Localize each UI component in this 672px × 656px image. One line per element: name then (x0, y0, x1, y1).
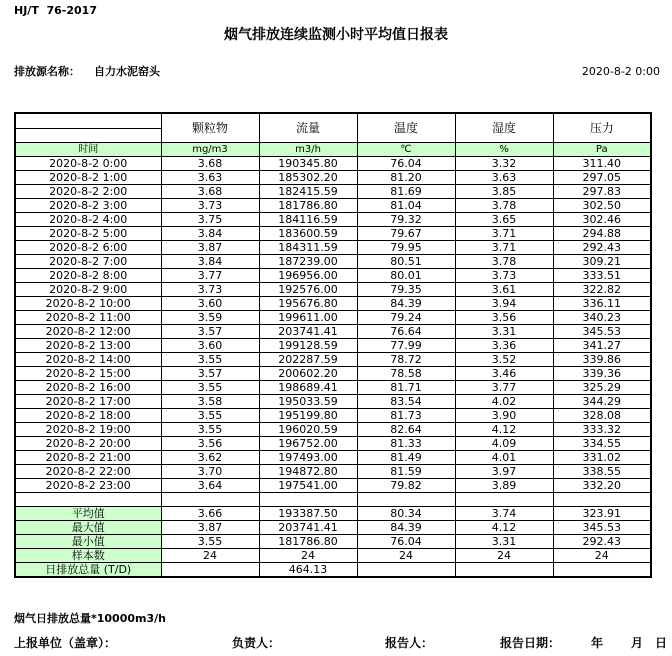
value-cell: 81.04 (357, 199, 455, 213)
summary-value-cell: 193387.50 (259, 507, 357, 521)
table-row (15, 185, 651, 199)
table-row (15, 451, 651, 465)
value-cell: 81.49 (357, 451, 455, 465)
value-cell: 3.68 (161, 157, 259, 171)
value-cell: 76.64 (357, 325, 455, 339)
day-label: 日 (655, 636, 668, 650)
table-row (15, 171, 651, 185)
time-cell: 2020-8-2 14:00 (15, 353, 161, 367)
summary-value-cell: 203741.41 (259, 521, 357, 535)
time-cell: 2020-8-2 4:00 (15, 213, 161, 227)
value-cell: 3.55 (161, 423, 259, 437)
value-cell: 294.88 (553, 227, 651, 241)
table-row (15, 255, 651, 269)
value-cell: 3.63 (455, 171, 553, 185)
time-cell: 2020-8-2 12:00 (15, 325, 161, 339)
time-cell: 2020-8-2 19:00 (15, 423, 161, 437)
time-cell: 2020-8-2 3:00 (15, 199, 161, 213)
value-cell: 194872.80 (259, 465, 357, 479)
value-cell: 196956.00 (259, 269, 357, 283)
value-cell: 3.62 (161, 451, 259, 465)
time-cell: 2020-8-2 22:00 (15, 465, 161, 479)
summary-value-cell: 323.91 (553, 507, 651, 521)
value-cell: 3.89 (455, 479, 553, 493)
value-cell: 339.36 (553, 367, 651, 381)
empty-cell (357, 493, 455, 507)
summary-value-cell: 3.87 (161, 521, 259, 535)
value-cell: 196020.59 (259, 423, 357, 437)
time-cell: 2020-8-2 1:00 (15, 171, 161, 185)
value-cell: 3.57 (161, 325, 259, 339)
value-cell: 79.32 (357, 213, 455, 227)
year-label: 年 (591, 636, 604, 650)
value-cell: 195033.59 (259, 395, 357, 409)
value-cell: 3.73 (455, 269, 553, 283)
value-cell: 199128.59 (259, 339, 357, 353)
value-cell: 80.51 (357, 255, 455, 269)
summary-value-cell: 76.04 (357, 535, 455, 549)
value-cell: 322.82 (553, 283, 651, 297)
value-cell: 3.73 (161, 199, 259, 213)
summary-value-cell: 3.55 (161, 535, 259, 549)
value-cell: 81.59 (357, 465, 455, 479)
time-cell: 2020-8-2 11:00 (15, 311, 161, 325)
value-cell: 84.39 (357, 297, 455, 311)
summary-row (15, 563, 651, 578)
summary-value-cell: 292.43 (553, 535, 651, 549)
value-cell: 195676.80 (259, 297, 357, 311)
value-cell: 3.75 (161, 213, 259, 227)
value-cell: 344.29 (553, 395, 651, 409)
value-cell: 187239.00 (259, 255, 357, 269)
monitoring-table (14, 112, 652, 578)
value-cell: 197541.00 (259, 479, 357, 493)
units-row (15, 143, 651, 157)
value-cell: 3.60 (161, 297, 259, 311)
time-cell: 2020-8-2 20:00 (15, 437, 161, 451)
report-datetime: 2020-8-2 0:00 (581, 65, 660, 78)
value-cell: 78.58 (357, 367, 455, 381)
value-cell: 3.65 (455, 213, 553, 227)
summary-row (15, 549, 651, 563)
spacer-row (15, 493, 651, 507)
value-cell: 200602.20 (259, 367, 357, 381)
column-header-temp: 温度 (357, 113, 455, 143)
time-cell: 2020-8-2 9:00 (15, 283, 161, 297)
value-cell: 302.46 (553, 213, 651, 227)
empty-cell (553, 493, 651, 507)
value-cell: 79.95 (357, 241, 455, 255)
summary-value-cell: 84.39 (357, 521, 455, 535)
corner-cell-top (15, 113, 161, 128)
value-cell: 3.58 (161, 395, 259, 409)
value-cell: 333.51 (553, 269, 651, 283)
column-header-pressure: 压力 (553, 113, 651, 143)
value-cell: 3.56 (455, 311, 553, 325)
table-row (15, 423, 651, 437)
summary-label-cell: 最小值 (15, 535, 161, 549)
time-cell: 2020-8-2 7:00 (15, 255, 161, 269)
month-label: 月 (631, 636, 644, 650)
time-cell: 2020-8-2 10:00 (15, 297, 161, 311)
value-cell: 3.77 (161, 269, 259, 283)
value-cell: 3.87 (161, 241, 259, 255)
time-cell: 2020-8-2 13:00 (15, 339, 161, 353)
table-row (15, 227, 651, 241)
value-cell: 3.46 (455, 367, 553, 381)
summary-value-cell: 464.13 (259, 563, 357, 578)
value-cell: 3.71 (455, 241, 553, 255)
value-cell: 3.71 (455, 227, 553, 241)
summary-value-cell: 4.12 (455, 521, 553, 535)
value-cell: 76.04 (357, 157, 455, 171)
value-cell: 185302.20 (259, 171, 357, 185)
value-cell: 3.59 (161, 311, 259, 325)
summary-value-cell: 24 (455, 549, 553, 563)
signature-row (14, 634, 672, 650)
source-name: 自力水泥窑头 (94, 65, 160, 78)
time-cell: 2020-8-2 17:00 (15, 395, 161, 409)
value-cell: 4.09 (455, 437, 553, 451)
unit-cell-pressure: Pa (553, 143, 651, 157)
summary-value-cell (357, 563, 455, 578)
value-cell: 328.08 (553, 409, 651, 423)
report-date-label: 报告日期： (500, 636, 561, 650)
table-row (15, 395, 651, 409)
report-title: 烟气排放连续监测小时平均值日报表 (224, 27, 448, 43)
table-row (15, 367, 651, 381)
value-cell: 309.21 (553, 255, 651, 269)
value-cell: 302.50 (553, 199, 651, 213)
value-cell: 202287.59 (259, 353, 357, 367)
table-row (15, 269, 651, 283)
unit-cell-flow: m3/h (259, 143, 357, 157)
value-cell: 81.69 (357, 185, 455, 199)
table-row (15, 283, 651, 297)
summary-label-cell: 最大值 (15, 521, 161, 535)
value-cell: 81.33 (357, 437, 455, 451)
time-cell: 2020-8-2 8:00 (15, 269, 161, 283)
responsible-label: 负责人： (232, 636, 281, 650)
value-cell: 184116.59 (259, 213, 357, 227)
source-label: 排放源名称： (14, 65, 80, 78)
summary-value-cell (161, 563, 259, 578)
value-cell: 79.67 (357, 227, 455, 241)
time-header-cell: 时间 (15, 143, 161, 157)
value-cell: 3.64 (161, 479, 259, 493)
time-cell: 2020-8-2 2:00 (15, 185, 161, 199)
value-cell: 3.52 (455, 353, 553, 367)
table-row (15, 297, 651, 311)
value-cell: 345.53 (553, 325, 651, 339)
unit-cell-pm: mg/m3 (161, 143, 259, 157)
value-cell: 3.85 (455, 185, 553, 199)
value-cell: 331.02 (553, 451, 651, 465)
value-cell: 182415.59 (259, 185, 357, 199)
table-row (15, 311, 651, 325)
time-cell: 2020-8-2 0:00 (15, 157, 161, 171)
value-cell: 333.32 (553, 423, 651, 437)
summary-value-cell: 24 (259, 549, 357, 563)
summary-value-cell (455, 563, 553, 578)
table-row (15, 339, 651, 353)
value-cell: 192576.00 (259, 283, 357, 297)
value-cell: 3.55 (161, 381, 259, 395)
value-cell: 79.35 (357, 283, 455, 297)
value-cell: 332.20 (553, 479, 651, 493)
time-cell: 2020-8-2 6:00 (15, 241, 161, 255)
value-cell: 81.73 (357, 409, 455, 423)
value-cell: 339.86 (553, 353, 651, 367)
value-cell: 79.24 (357, 311, 455, 325)
empty-cell (259, 493, 357, 507)
value-cell: 80.01 (357, 269, 455, 283)
value-cell: 311.40 (553, 157, 651, 171)
empty-cell (161, 493, 259, 507)
value-cell: 4.02 (455, 395, 553, 409)
time-cell: 2020-8-2 16:00 (15, 381, 161, 395)
time-cell: 2020-8-2 15:00 (15, 367, 161, 381)
value-cell: 195199.80 (259, 409, 357, 423)
value-cell: 184311.59 (259, 241, 357, 255)
value-cell: 334.55 (553, 437, 651, 451)
value-cell: 3.84 (161, 255, 259, 269)
time-cell: 2020-8-2 5:00 (15, 227, 161, 241)
value-cell: 198689.41 (259, 381, 357, 395)
time-cell: 2020-8-2 21:00 (15, 451, 161, 465)
value-cell: 197493.00 (259, 451, 357, 465)
value-cell: 183600.59 (259, 227, 357, 241)
empty-cell (455, 493, 553, 507)
column-header-flow: 流量 (259, 113, 357, 143)
value-cell: 3.60 (161, 339, 259, 353)
value-cell: 3.68 (161, 185, 259, 199)
value-cell: 3.36 (455, 339, 553, 353)
table-row (15, 465, 651, 479)
header-row-top (15, 113, 651, 128)
summary-label-cell: 样本数 (15, 549, 161, 563)
value-cell: 341.27 (553, 339, 651, 353)
table-row (15, 437, 651, 451)
standard-code: HJ/T 76-2017 (14, 4, 97, 17)
table-row (15, 479, 651, 493)
value-cell: 3.63 (161, 171, 259, 185)
value-cell: 3.57 (161, 367, 259, 381)
reporter-label: 报告人： (385, 636, 434, 650)
value-cell: 3.84 (161, 227, 259, 241)
value-cell: 297.05 (553, 171, 651, 185)
value-cell: 3.32 (455, 157, 553, 171)
value-cell: 196752.00 (259, 437, 357, 451)
unit-cell-temp: ℃ (357, 143, 455, 157)
value-cell: 203741.41 (259, 325, 357, 339)
value-cell: 199611.00 (259, 311, 357, 325)
time-cell: 2020-8-2 23:00 (15, 479, 161, 493)
value-cell: 82.64 (357, 423, 455, 437)
table-row (15, 353, 651, 367)
column-header-humidity: 湿度 (455, 113, 553, 143)
emission-source (14, 63, 160, 79)
value-cell: 3.55 (161, 409, 259, 423)
value-cell: 3.31 (455, 325, 553, 339)
report-unit-label: 上报单位（盖章）： (14, 636, 117, 650)
table-row (15, 409, 651, 423)
summary-row (15, 507, 651, 521)
summary-value-cell (553, 563, 651, 578)
summary-label-cell: 平均值 (15, 507, 161, 521)
value-cell: 325.29 (553, 381, 651, 395)
summary-value-cell: 3.66 (161, 507, 259, 521)
summary-row (15, 521, 651, 535)
table-row (15, 381, 651, 395)
value-cell: 79.82 (357, 479, 455, 493)
time-cell: 2020-8-2 18:00 (15, 409, 161, 423)
value-cell: 3.78 (455, 255, 553, 269)
value-cell: 3.70 (161, 465, 259, 479)
value-cell: 340.23 (553, 311, 651, 325)
value-cell: 81.20 (357, 171, 455, 185)
value-cell: 336.11 (553, 297, 651, 311)
value-cell: 297.83 (553, 185, 651, 199)
table-row (15, 241, 651, 255)
summary-value-cell: 24 (161, 549, 259, 563)
value-cell: 3.77 (455, 381, 553, 395)
value-cell: 3.55 (161, 353, 259, 367)
value-cell: 338.55 (553, 465, 651, 479)
unit-cell-humidity: % (455, 143, 553, 157)
table-row (15, 213, 651, 227)
value-cell: 3.78 (455, 199, 553, 213)
value-cell: 3.94 (455, 297, 553, 311)
table-row (15, 157, 651, 171)
table-row (15, 325, 651, 339)
value-cell: 77.99 (357, 339, 455, 353)
summary-value-cell: 24 (357, 549, 455, 563)
summary-value-cell: 3.31 (455, 535, 553, 549)
summary-row (15, 535, 651, 549)
total-emission-note: 烟气日排放总量*10000m3/h (14, 612, 166, 625)
value-cell: 3.90 (455, 409, 553, 423)
table-row (15, 199, 651, 213)
corner-cell-bottom (15, 128, 161, 143)
value-cell: 3.56 (161, 437, 259, 451)
summary-label-cell: 日排放总量 (T/D) (15, 563, 161, 578)
column-header-pm: 颗粒物 (161, 113, 259, 143)
value-cell: 81.71 (357, 381, 455, 395)
value-cell: 3.97 (455, 465, 553, 479)
value-cell: 4.12 (455, 423, 553, 437)
summary-value-cell: 345.53 (553, 521, 651, 535)
summary-value-cell: 3.74 (455, 507, 553, 521)
value-cell: 3.61 (455, 283, 553, 297)
summary-value-cell: 24 (553, 549, 651, 563)
value-cell: 4.01 (455, 451, 553, 465)
value-cell: 3.73 (161, 283, 259, 297)
value-cell: 78.72 (357, 353, 455, 367)
source-row (14, 63, 660, 79)
value-cell: 292.43 (553, 241, 651, 255)
empty-cell (15, 493, 161, 507)
summary-value-cell: 80.34 (357, 507, 455, 521)
summary-value-cell: 181786.80 (259, 535, 357, 549)
table-body (15, 157, 651, 578)
value-cell: 190345.80 (259, 157, 357, 171)
value-cell: 83.54 (357, 395, 455, 409)
value-cell: 181786.80 (259, 199, 357, 213)
